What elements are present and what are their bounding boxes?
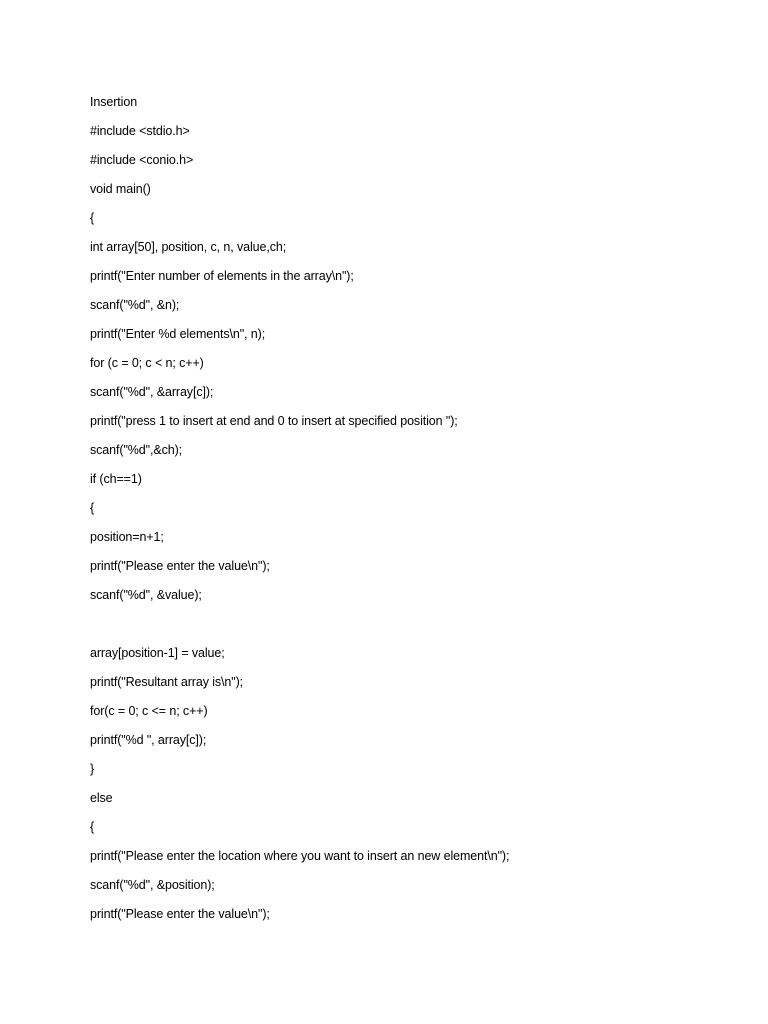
code-text-block: [90, 93, 509, 934]
document-title: Insertion: [90, 95, 138, 109]
code-line: printf("Enter number of elements in the array\n");: [90, 269, 354, 283]
code-line: void main(): [90, 182, 151, 196]
code-line: }: [90, 762, 95, 776]
code-line: for(c = 0; c <= n; c++): [90, 704, 208, 718]
code-line: for (c = 0; c < n; c++): [90, 356, 204, 370]
code-line: {: [90, 501, 95, 515]
code-line: scanf("%d", &position);: [90, 878, 215, 892]
code-line: printf("Please enter the value\n");: [90, 907, 270, 921]
code-line: scanf("%d", &array[c]);: [90, 385, 214, 399]
code-line: {: [90, 820, 95, 834]
code-line: scanf("%d", &n);: [90, 298, 180, 312]
code-line: if (ch==1): [90, 472, 142, 486]
code-line: printf("%d ", array[c]);: [90, 733, 207, 747]
code-line: int array[50], position, c, n, value,ch;: [90, 240, 287, 254]
code-line: printf("Please enter the value\n");: [90, 559, 270, 573]
code-line: scanf("%d", &value);: [90, 588, 202, 602]
code-line: #include <stdio.h>: [90, 124, 190, 138]
code-line: printf("Please enter the location where you want to insert an new element\n");: [90, 849, 510, 863]
code-line: {: [90, 211, 95, 225]
blank-line: [90, 615, 509, 644]
code-line: scanf("%d",&ch);: [90, 443, 183, 457]
code-line: printf("Enter %d elements\n", n);: [90, 327, 266, 341]
code-line: array[position-1] = value;: [90, 646, 225, 660]
code-line: printf("press 1 to insert at end and 0 to insert at specified position ");: [90, 414, 458, 428]
code-line: #include <conio.h>: [90, 153, 194, 167]
code-line: printf("Resultant array is\n");: [90, 675, 244, 689]
code-line: position=n+1;: [90, 530, 164, 544]
code-line: else: [90, 791, 113, 805]
